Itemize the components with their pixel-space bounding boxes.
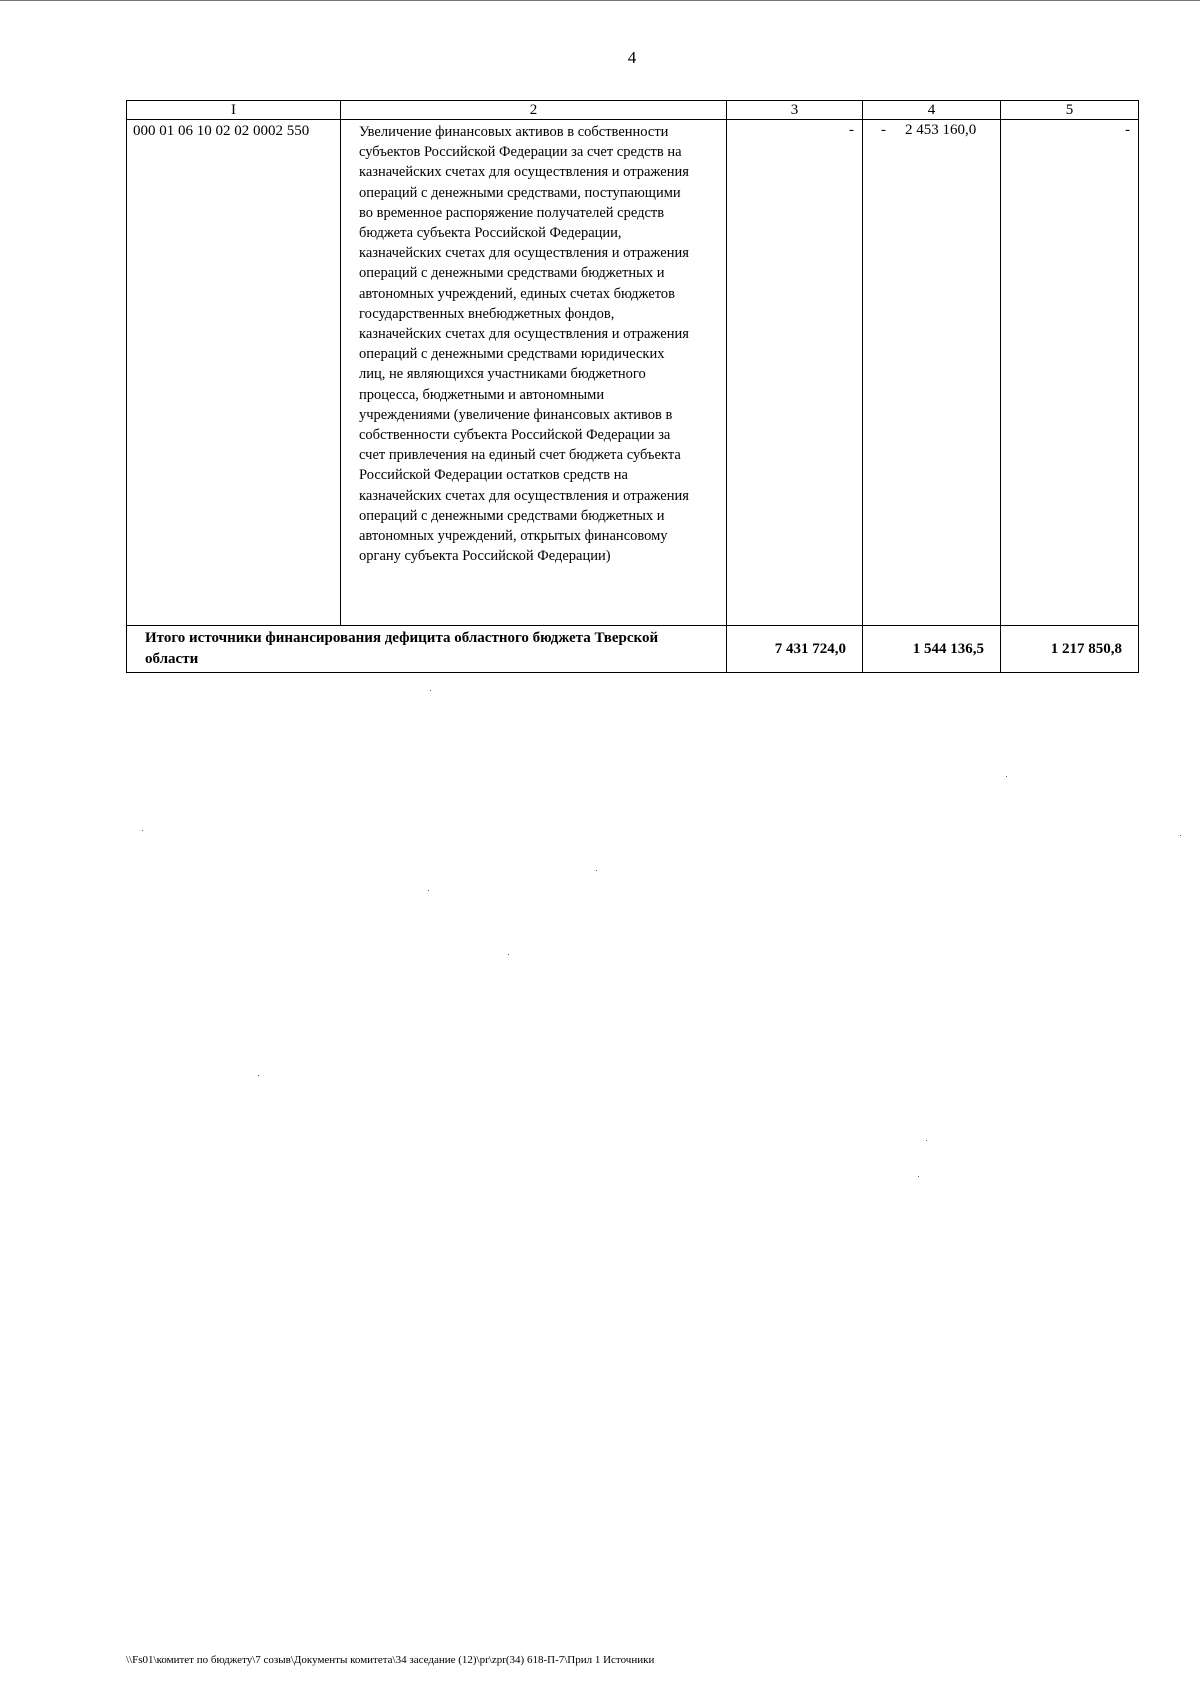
- scan-speck: [918, 1176, 919, 1177]
- description-line: казначейских счетах для осуществления и отражения: [359, 164, 689, 181]
- description-line: субъектов Российской Федерации за счет средств на: [359, 144, 682, 161]
- col3-value: -: [727, 120, 863, 626]
- scan-speck: [1180, 835, 1181, 836]
- description-line: лиц, не являющихся участниками бюджетного: [359, 366, 646, 383]
- description-line: во временное распоряжение получателей средств: [359, 204, 665, 221]
- total-col4: 1 544 136,5: [863, 626, 1001, 673]
- description-line: процесса, бюджетными и автономными: [359, 386, 605, 403]
- scan-speck: [142, 830, 143, 831]
- description-line: автономных учреждений, единых счетах бюджетов: [359, 285, 676, 302]
- scan-speck: [1006, 776, 1007, 777]
- total-col3: 7 431 724,0: [727, 626, 863, 673]
- page-number: 4: [627, 48, 637, 67]
- total-row: [127, 626, 1139, 673]
- description-line: операций с денежными средствами бюджетных и: [359, 265, 665, 282]
- table-header-row: [127, 101, 1139, 120]
- total-col5: 1 217 850,8: [1001, 626, 1139, 673]
- description-line: казначейских счетах для осуществления и отражения: [359, 487, 689, 504]
- budget-classification-code: 000 01 06 10 02 02 0002 550: [127, 120, 341, 626]
- column-number-4: 4: [863, 101, 1001, 120]
- col4-amount: 2 453 160,0: [905, 122, 977, 138]
- description-line: казначейских счетах для осуществления и отражения: [359, 245, 689, 262]
- top-border-line: [0, 0, 1200, 1]
- description-line: операций с денежными средствами юридических: [359, 346, 665, 363]
- column-number-1: I: [127, 101, 341, 120]
- description-line: учреждениями (увеличение финансовых активов в: [359, 406, 673, 423]
- description-line: собственности субъекта Российской Федерации за: [359, 427, 671, 444]
- description-line: счет привлечения на единый счет бюджета субъекта: [359, 447, 681, 464]
- description-line: Увеличение финансовых активов в собственности: [359, 124, 669, 140]
- col4-value: [863, 120, 1001, 626]
- scan-speck: [430, 690, 431, 691]
- column-number-5: 5: [1001, 101, 1139, 120]
- file-path-footer: \\Fs01\комитет по бюджету\7 созыв\Документы комитета\34 заседание (12)\pr\zpr(34) 618-П-7\Прил 1 Источники: [126, 1654, 655, 1666]
- scan-speck: [596, 870, 597, 871]
- col4-sign: -: [881, 122, 886, 138]
- row-description: [341, 120, 727, 626]
- description-line: государственных внебюджетных фондов,: [359, 305, 615, 322]
- scan-speck: [428, 890, 429, 891]
- scan-speck: [926, 1140, 927, 1141]
- col5-value: -: [1001, 120, 1139, 626]
- description-line: автономных учреждений, открытых финансовому: [359, 528, 668, 545]
- scan-speck: [258, 1075, 259, 1076]
- financing-sources-table: [126, 100, 1139, 673]
- description-line: казначейских счетах для осуществления и отражения: [359, 326, 689, 343]
- table-row: [127, 120, 1139, 626]
- description-line: Российской Федерации остатков средств на: [359, 467, 628, 484]
- column-number-2: 2: [341, 101, 727, 120]
- total-label: Итого источники финансирования дефицита областного бюджета Тверской области: [127, 626, 727, 673]
- description-line: бюджета субъекта Российской Федерации,: [359, 225, 622, 242]
- description-line: операций с денежными средствами, поступающими: [359, 184, 681, 201]
- description-line: операций с денежными средствами бюджетных и: [359, 507, 665, 524]
- scan-speck: [508, 954, 509, 955]
- column-number-3: 3: [727, 101, 863, 120]
- description-line: органу субъекта Российской Федерации): [359, 548, 611, 565]
